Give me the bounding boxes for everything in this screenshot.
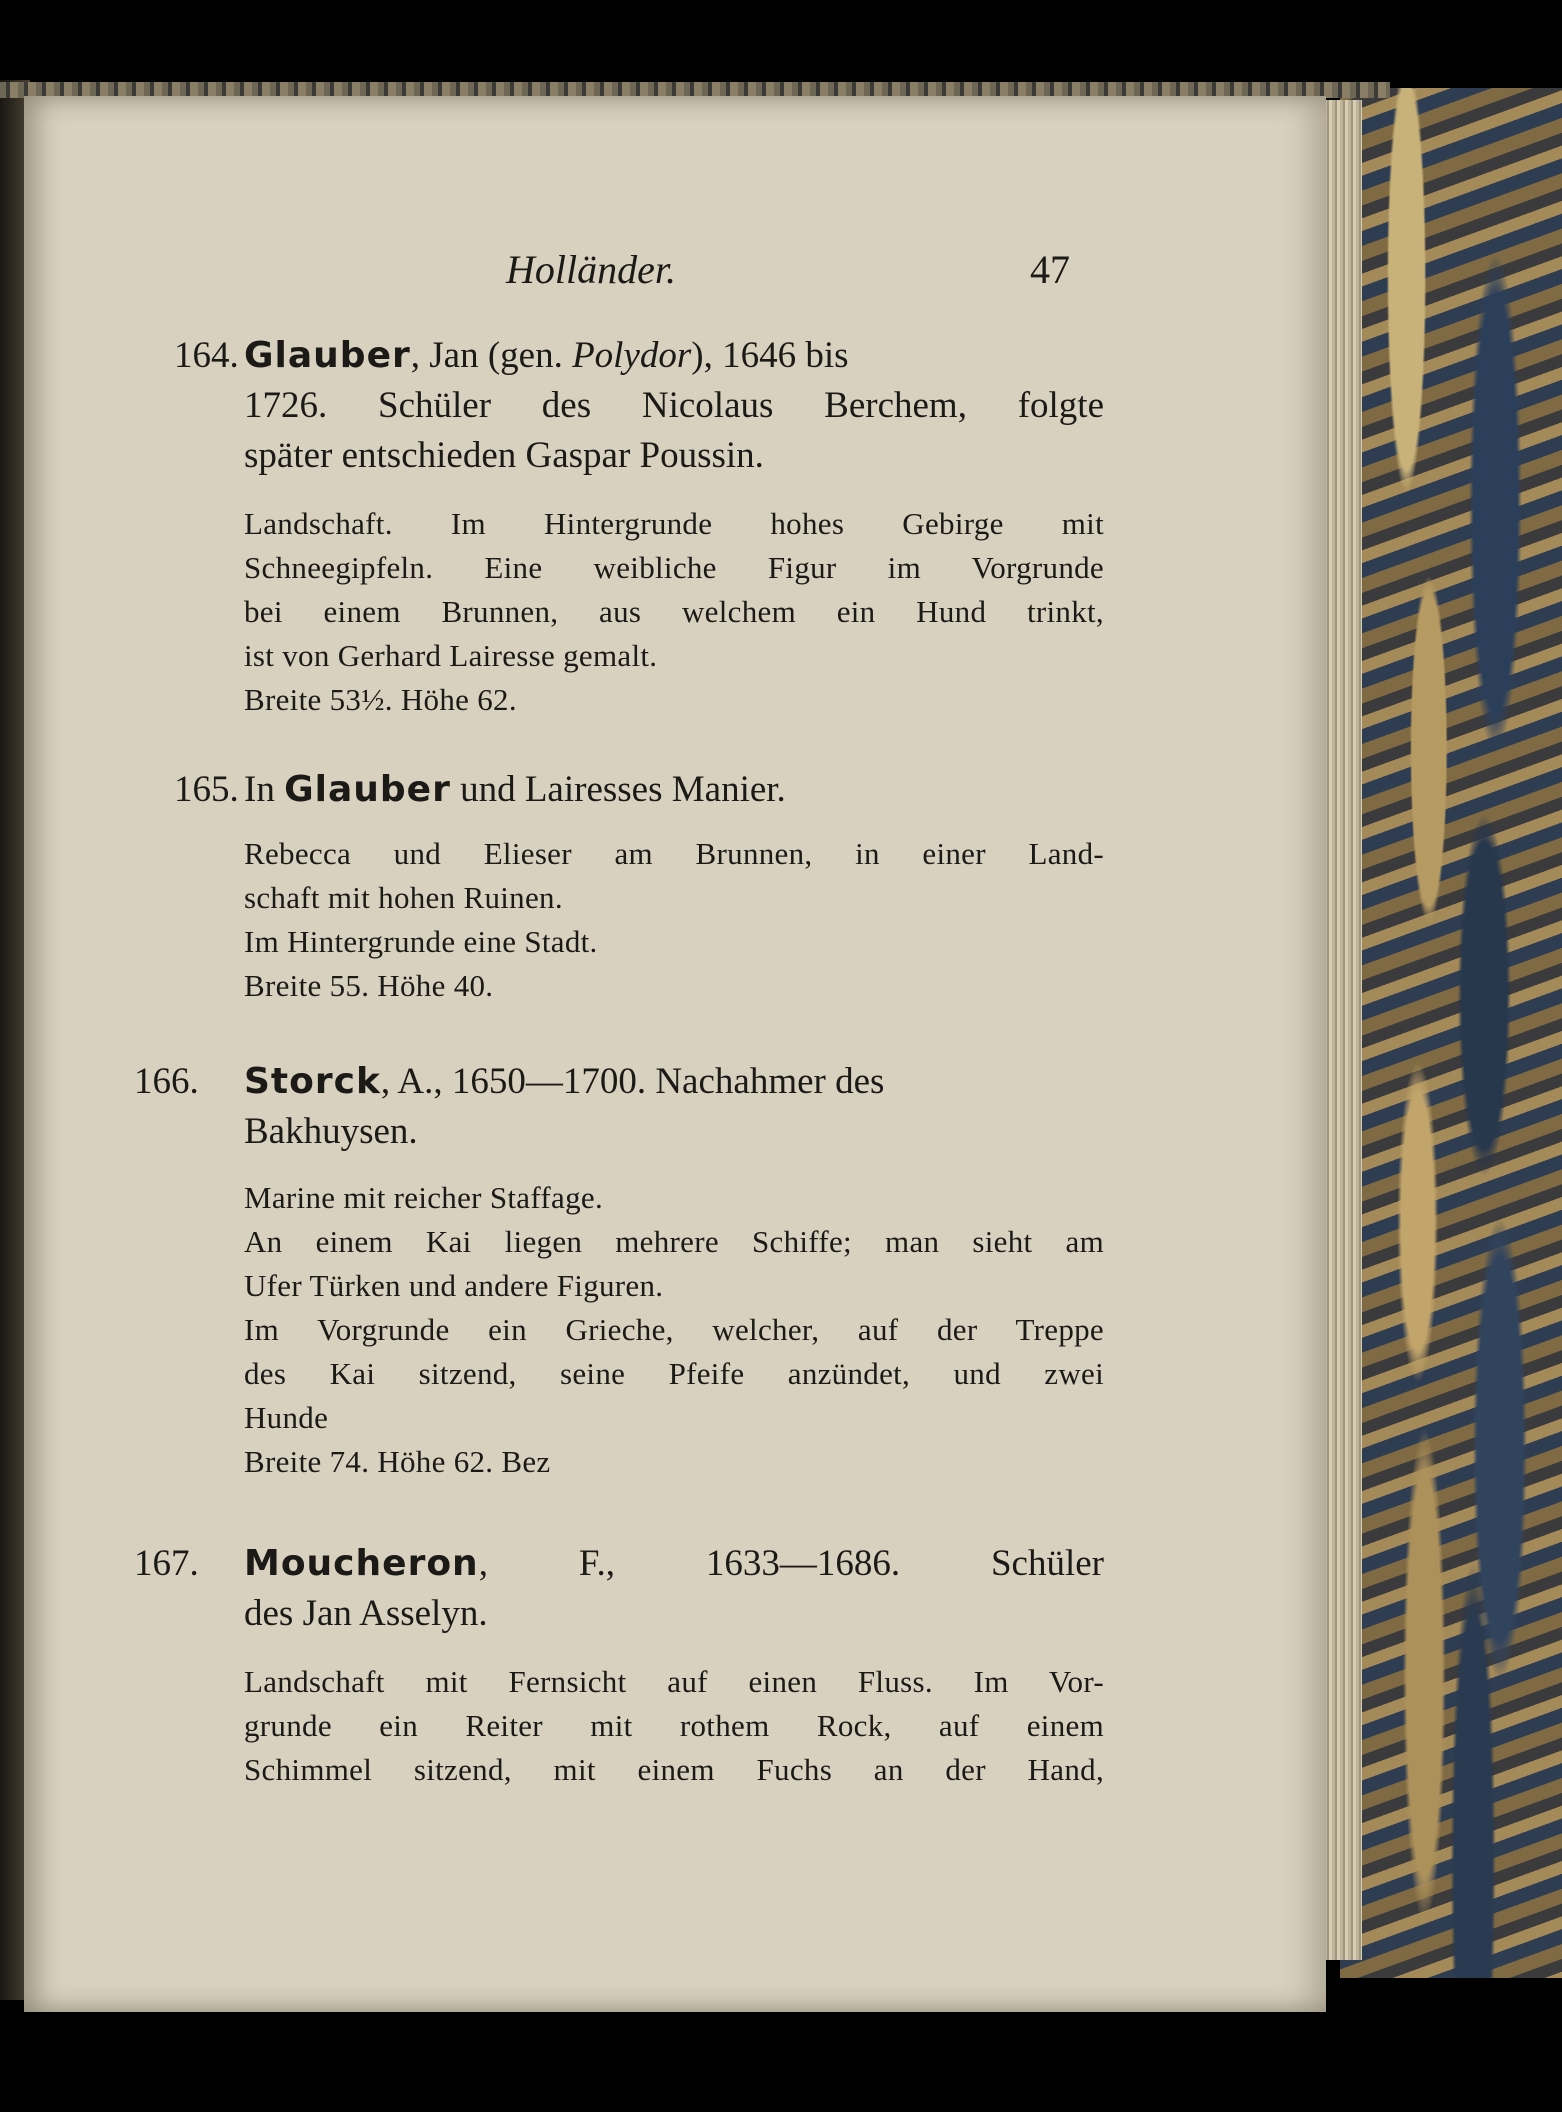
description-line: Im Hintergrunde eine Stadt. [244, 924, 598, 959]
running-head: Holländer. [506, 247, 676, 292]
book-page [24, 96, 1326, 2012]
description-line: Landschaft mit Fernsicht auf einen Fluss. Im Vor- [244, 1664, 1104, 1699]
description-line: Marine mit reicher Staffage. [244, 1180, 604, 1215]
entry-heading-line: später entschieden Gaspar Poussin. [244, 435, 764, 476]
description-line: Schimmel sitzend, mit einem Fuchs an der Hand, [244, 1752, 1104, 1787]
description-line: Ufer Türken und andere Figuren. [244, 1268, 664, 1303]
page-number: 47 [1030, 247, 1070, 292]
artist-name: Storck [244, 1061, 381, 1102]
description-line: ist von Gerhard Lairesse gemalt. [244, 638, 658, 673]
entry-heading: Storck, A., 1650—1700. Nachahmer des [244, 1061, 885, 1102]
alias: Polydor [572, 335, 692, 376]
description-line: Im Vorgrunde ein Grieche, welcher, auf der Treppe [244, 1312, 1104, 1347]
entry-number: 166. [134, 1061, 199, 1102]
artist-name: Moucheron [244, 1543, 479, 1584]
entry-heading: Moucheron, F., 1633—1686. Schüler [244, 1543, 1104, 1584]
entry-heading-line: 1726. Schüler des Nicolaus Berchem, folgte [244, 385, 1104, 426]
entry-number: 165. [174, 769, 239, 810]
marbled-edge [1340, 88, 1562, 1978]
dimensions: Breite 74. Höhe 62. Bez [244, 1444, 551, 1479]
description-line: Landschaft. Im Hintergrunde hohes Gebirge mit [244, 506, 1104, 541]
dimensions: Breite 53½. Höhe 62. [244, 682, 517, 717]
entry-heading: In Glauber und Lairesses Manier. [244, 769, 786, 810]
entry-heading: Glauber, Jan (gen. Polydor), 1646 bis [244, 335, 849, 376]
entry-number: 167. [134, 1543, 199, 1584]
entry-heading-line: Bakhuysen. [244, 1111, 418, 1152]
description-line: An einem Kai liegen mehrere Schiffe; man sieht am [244, 1224, 1104, 1259]
description-line: grunde ein Reiter mit rothem Rock, auf einem [244, 1708, 1104, 1743]
description-line: Schneegipfeln. Eine weibliche Figur im Vorgrunde [244, 550, 1104, 585]
description-line: des Kai sitzend, seine Pfeife anzündet, und zwei [244, 1356, 1104, 1391]
artist-name: Glauber [244, 335, 411, 376]
description-line: bei einem Brunnen, aus welchem ein Hund trinkt, [244, 594, 1104, 629]
artist-name: Glauber [284, 769, 451, 810]
description-line: Rebecca und Elieser am Brunnen, in einer Land- [244, 836, 1104, 871]
entry-number: 164. [174, 335, 239, 376]
dimensions: Breite 55. Höhe 40. [244, 968, 494, 1003]
entry-heading-line: des Jan Asselyn. [244, 1593, 488, 1634]
description-line: schaft mit hohen Ruinen. [244, 880, 563, 915]
description-line: Hunde [244, 1400, 329, 1435]
